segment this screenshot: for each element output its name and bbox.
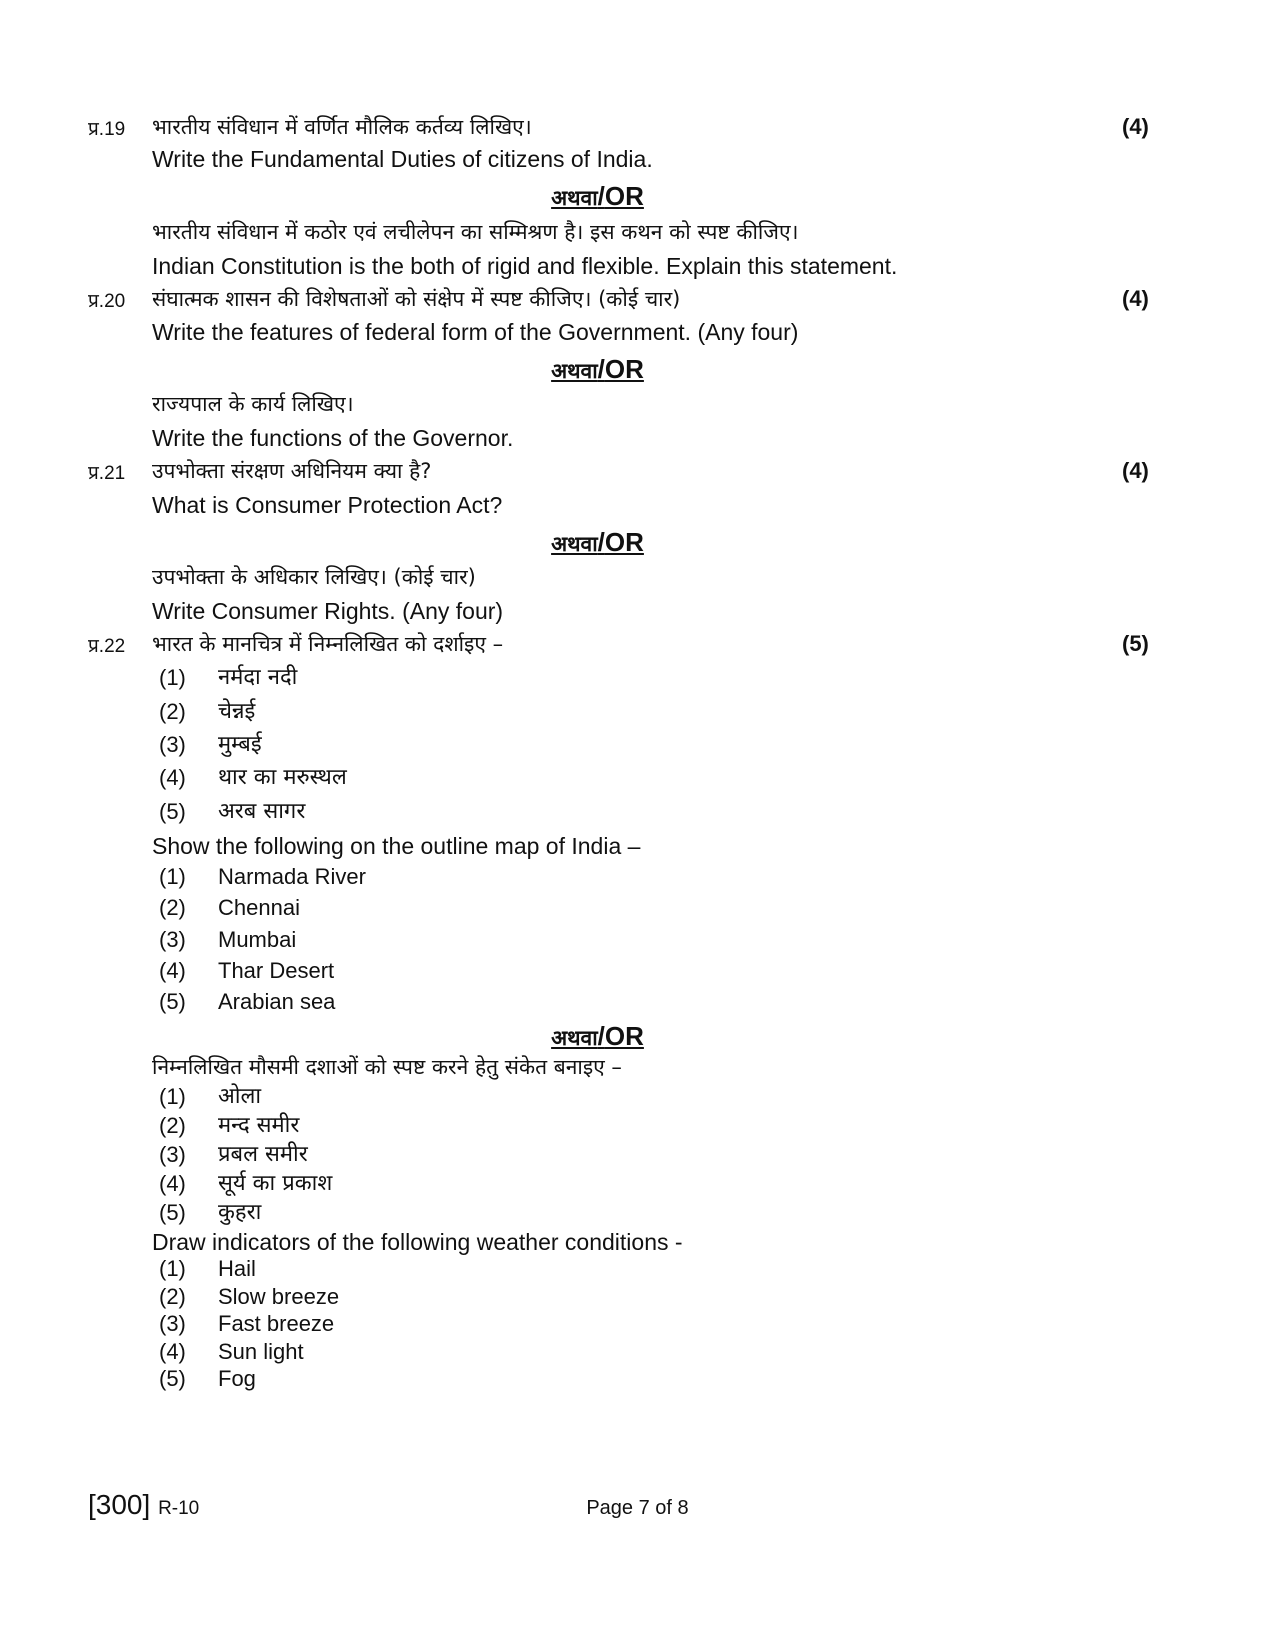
q22-or-english-item: Slow breeze: [218, 1284, 340, 1309]
q22-hindi-item-number: (5): [159, 799, 186, 824]
q22-english-item: Narmada River: [218, 864, 366, 889]
q22-or-hindi-item: कुहरा: [218, 1200, 262, 1225]
q21-or-english: Write Consumer Rights. (Any four): [152, 598, 504, 624]
q20-marks: (4): [1122, 286, 1149, 311]
q21-or-hindi: उपभोक्ता के अधिकार लिखिए। (कोई चार): [152, 565, 476, 589]
or-divider-q21: अथवा/OR: [551, 527, 644, 557]
q22-number: प्र.22: [88, 636, 126, 657]
q22-english-item-number: (1): [159, 864, 186, 889]
q22-hindi: भारत के मानचित्र में निम्नलिखित को दर्शाइए –: [152, 632, 504, 656]
q19-marks: (4): [1122, 114, 1149, 139]
q20-english: Write the features of federal form of the Government. (Any four): [152, 319, 799, 345]
q22-or-hindi-item: सूर्य का प्रकाश: [218, 1171, 333, 1196]
or-divider-q20: अथवा/OR: [551, 354, 644, 384]
q22-or-hindi-item: मन्द समीर: [218, 1113, 300, 1138]
q22-hindi-item: अरब सागर: [218, 799, 306, 824]
q21-marks: (4): [1122, 458, 1149, 483]
q22-english-item-number: (4): [159, 958, 186, 983]
q22-or-english-item: Fog: [218, 1366, 256, 1391]
q22-or-hindi-item-number: (3): [159, 1142, 186, 1167]
q22-or-english-item-number: (3): [159, 1311, 186, 1336]
q22-or-hindi-item: प्रबल समीर: [218, 1142, 308, 1167]
q20-or-english: Write the functions of the Governor.: [152, 425, 514, 451]
q22-hindi-item-number: (1): [159, 665, 186, 690]
q22-hindi-item: नर्मदा नदी: [218, 665, 298, 690]
q22-hindi-item-number: (3): [159, 732, 186, 757]
q19-number: प्र.19: [88, 119, 126, 140]
q22-hindi-item: चेन्नई: [218, 699, 256, 724]
q20-number: प्र.20: [88, 291, 126, 312]
q22-hindi-item: मुम्बई: [218, 732, 262, 757]
q22-hindi-item-number: (2): [159, 699, 186, 724]
q22-english-item: Mumbai: [218, 927, 297, 952]
q22-or-english-item: Hail: [218, 1256, 256, 1281]
q22-or-english-item-number: (2): [159, 1284, 186, 1309]
q19-or-hindi: भारतीय संविधान में कठोर एवं लचीलेपन का सम्मिश्रण है। इस कथन को स्पष्ट कीजिए।: [152, 220, 799, 244]
paper-series: R-10: [158, 1498, 200, 1519]
q22-hindi-item-number: (4): [159, 765, 186, 790]
q20-hindi: संघात्मक शासन की विशेषताओं को संक्षेप में स्पष्ट कीजिए। (कोई चार): [152, 287, 681, 311]
q22-or-english-item-number: (4): [159, 1339, 186, 1364]
q22-hindi-item: थार का मरुस्थल: [218, 765, 347, 790]
q19-english: Write the Fundamental Duties of citizens of India.: [152, 146, 653, 172]
page-number: Page 7 of 8: [586, 1497, 689, 1519]
q21-number: प्र.21: [88, 463, 126, 484]
q22-or-hindi: निम्नलिखित मौसमी दशाओं को स्पष्ट करने हेतु संकेत बनाइए –: [152, 1055, 622, 1079]
or-divider-q19: अथवा/OR: [551, 181, 644, 211]
q21-hindi: उपभोक्ता संरक्षण अधिनियम क्या है?: [152, 459, 432, 483]
q22-english-item: Thar Desert: [218, 958, 335, 983]
q19-hindi: भारतीय संविधान में वर्णित मौलिक कर्तव्य लिखिए।: [152, 115, 532, 139]
q19-or-english: Indian Constitution is the both of rigid and flexible. Explain this statement.: [152, 253, 898, 279]
q22-or-english-item-number: (5): [159, 1366, 186, 1391]
or-divider-q22: अथवा/OR: [551, 1021, 644, 1051]
q22-english-item-number: (3): [159, 927, 186, 952]
q20-or-hindi: राज्यपाल के कार्य लिखिए।: [152, 392, 354, 416]
q22-or-english-item-number: (1): [159, 1256, 186, 1281]
paper-code: [300] R-10: [88, 1489, 200, 1520]
q22-or-hindi-item-number: (1): [159, 1084, 186, 1109]
q21-english: What is Consumer Protection Act?: [152, 492, 503, 518]
q22-or-english-item: Fast breeze: [218, 1311, 335, 1336]
q22-or-english: Draw indicators of the following weather conditions -: [152, 1229, 683, 1255]
q22-marks: (5): [1122, 631, 1149, 656]
q22-or-english-item: Sun light: [218, 1339, 304, 1364]
q22-english-item: Chennai: [218, 895, 300, 920]
q22-or-hindi-item-number: (2): [159, 1113, 186, 1138]
q22-english: Show the following on the outline map of India –: [152, 833, 641, 859]
q22-english-item: Arabian sea: [218, 989, 336, 1014]
q22-or-hindi-item-number: (5): [159, 1200, 186, 1225]
q22-english-item-number: (2): [159, 895, 186, 920]
q22-english-item-number: (5): [159, 989, 186, 1014]
q22-or-hindi-item: ओला: [218, 1084, 262, 1109]
q22-or-hindi-item-number: (4): [159, 1171, 186, 1196]
